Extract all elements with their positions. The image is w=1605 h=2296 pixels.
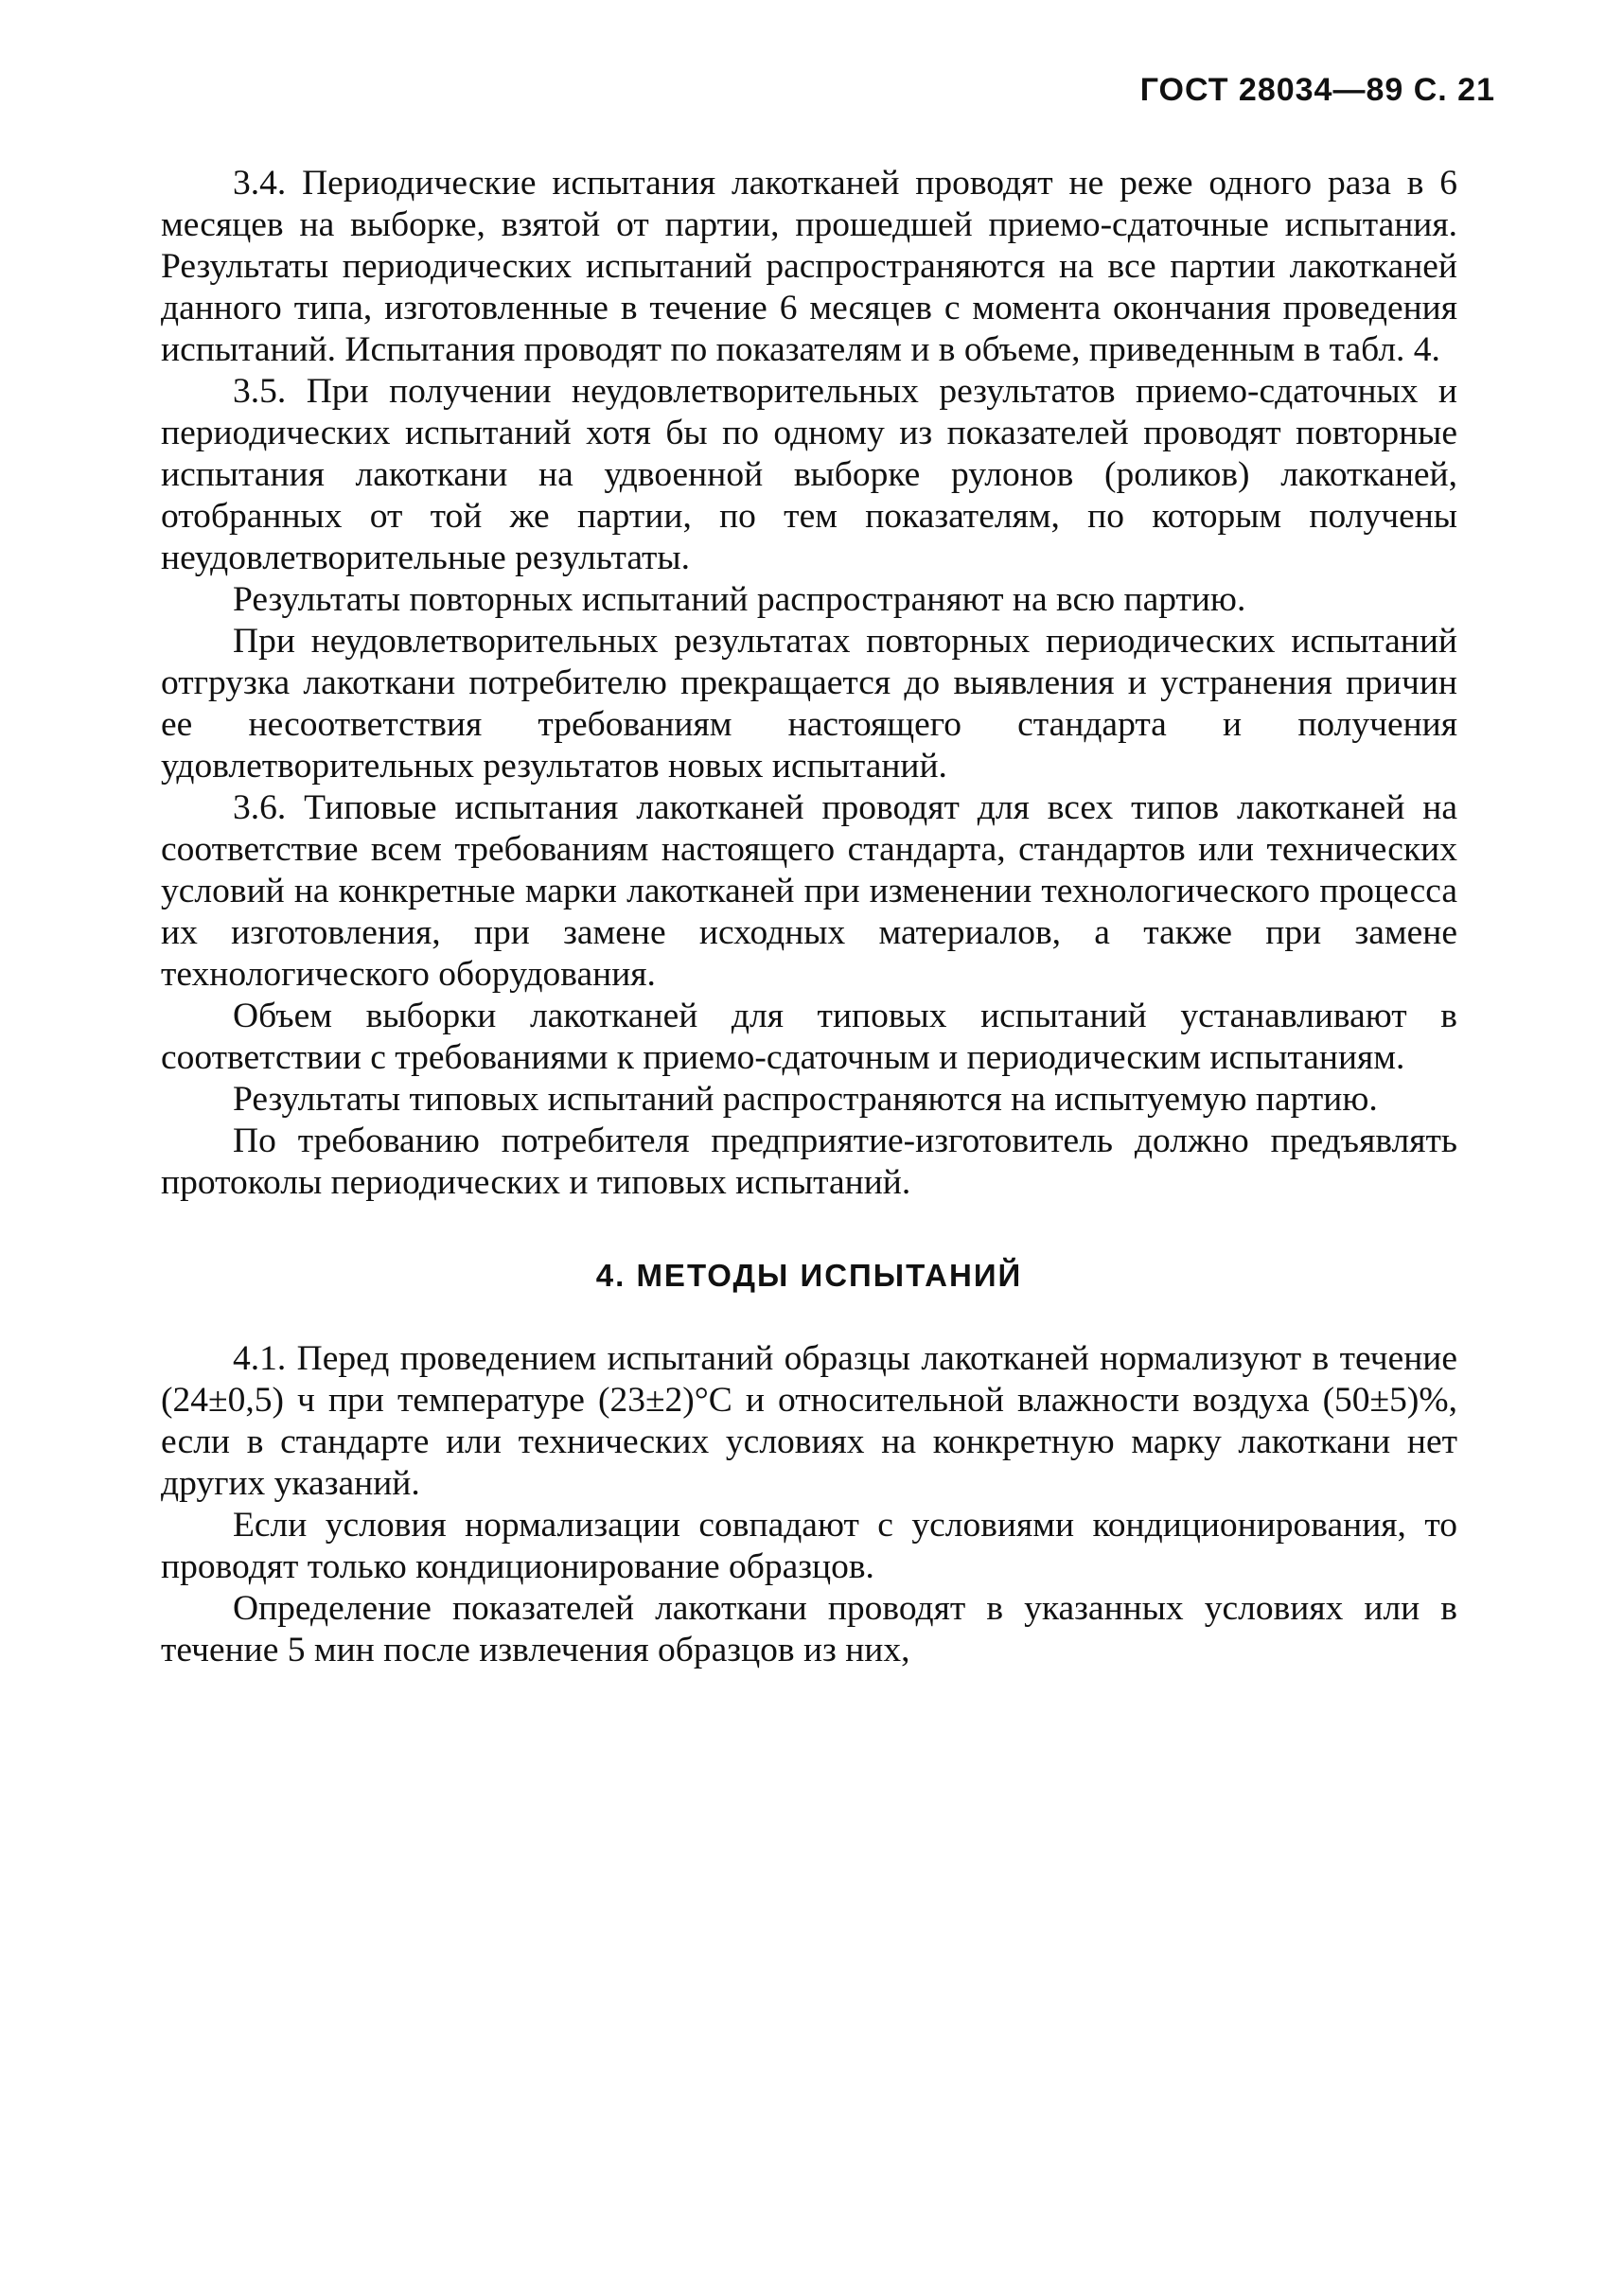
paragraph-conditioning: Если условия нормализации совпадают с условиями кондиционирования, то проводят только кондиционирование образцов.	[161, 1506, 1457, 1586]
paragraph-3-6: 3.6. Типовые испытания лакотканей проводят для всех типов лакотканей на соответствие всем требованиям настоящего стандарта, стандартов или технических условий на конкретные марки лакотканей при изменении технологического процесса их изготовления, при замене исходных материалов, а также при замене технологического оборудования.	[161, 788, 1457, 994]
running-header: ГОСТ 28034—89 С. 21	[1139, 72, 1495, 108]
paragraph-indicator-determination: Определение показателей лакоткани проводят в указанных условиях или в течение 5 мин после извлечения образцов из них,	[161, 1589, 1457, 1669]
paragraph-consumer-request: По требованию потребителя предприятие-изготовитель должно предъявлять протоколы периодических и типовых испытаний.	[161, 1122, 1457, 1202]
paragraph-repeat-results: Результаты повторных испытаний распространяют на всю партию.	[233, 580, 1246, 619]
paragraph-3-5: 3.5. При получении неудовлетворительных результатов приемо-сдаточных и периодических испытаний хотя бы по одному из показателей проводят повторные испытания лакоткани на удвоенной выборке рулонов (роликов) лакотканей, отобранных от той же партии, по тем показателям, по которым получены неудовлетворительные результаты.	[161, 372, 1457, 577]
paragraph-sample-volume: Объем выборки лакотканей для типовых испытаний устанавливают в соответствии с требованиями к приемо-сдаточным и периодическим испытаниям.	[161, 997, 1457, 1077]
document-body	[161, 163, 1457, 1671]
paragraph-type-test-results: Результаты типовых испытаний распространяются на испытуемую партию.	[233, 1080, 1378, 1119]
paragraph-unsatisfactory-results: При неудовлетворительных результатах повторных периодических испытаний отгрузка лакоткани потребителю прекращается до выявления и устранения причин ее несоответствия требованиям настоящего стандарта и получения удовлетворительных результатов новых испытаний.	[161, 622, 1457, 786]
paragraph-3-4: 3.4. Периодические испытания лакотканей проводят не реже одного раза в 6 месяцев на выборке, взятой от партии, прошедшей приемо-сдаточные испытания. Результаты периодических испытаний распространяются на все партии лакотканей данного типа, изготовленные в течение 6 месяцев с момента окончания проведения испытаний. Испытания проводят по показателям и в объеме, приведенным в табл. 4.	[161, 164, 1457, 369]
paragraph-4-1: 4.1. Перед проведением испытаний образцы лакотканей нормализуют в течение (24±0,5) ч при температуре (23±2)°С и относительной влажности воздуха (50±5)%, если в стандарте или технических условиях на конкретную марку лакоткани нет других указаний.	[161, 1339, 1457, 1503]
section-heading-test-methods: 4. МЕТОДЫ ИСПЫТАНИЙ	[595, 1258, 1023, 1293]
